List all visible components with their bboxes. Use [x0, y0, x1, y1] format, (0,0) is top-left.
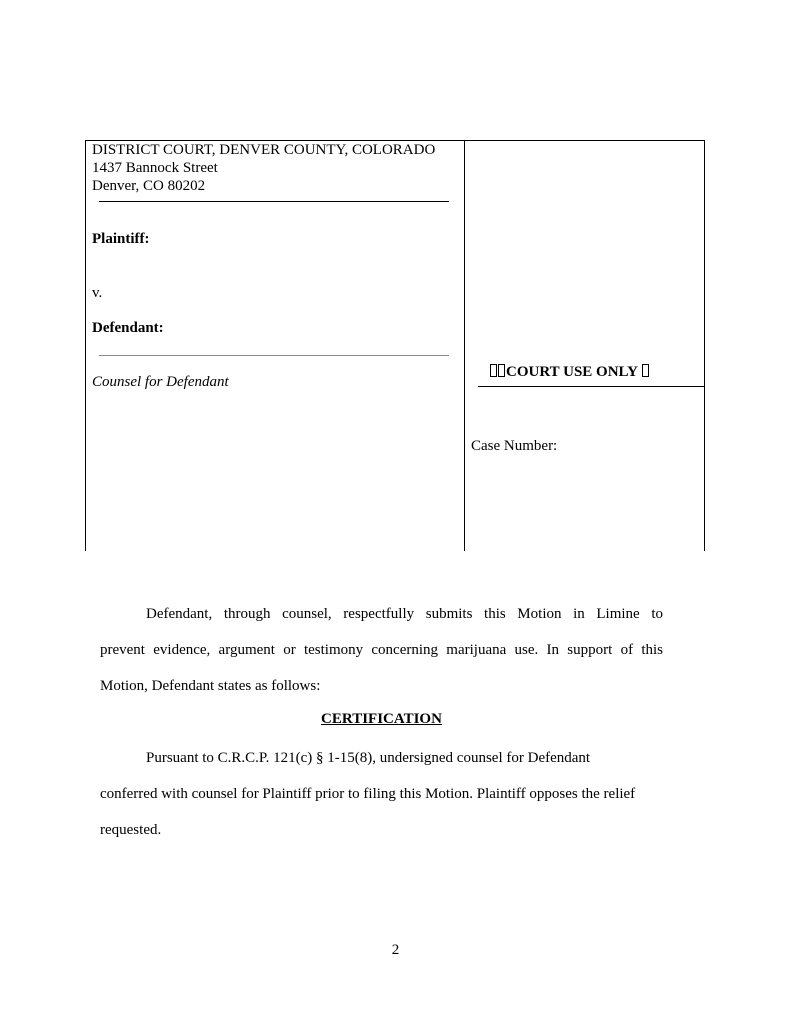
box-glyph-icon	[498, 364, 505, 377]
box-glyph-icon	[642, 364, 649, 377]
intro-line: Motion, Defendant states as follows:	[100, 678, 321, 694]
intro-line: Defendant, through counsel, respectfully submits this Motion in Limine to	[146, 606, 663, 622]
court-street: 1437 Bannock Street	[92, 160, 218, 176]
box-glyph-icon	[490, 364, 497, 377]
court-use-only-label	[490, 364, 650, 381]
certification-line: Pursuant to C.R.C.P. 121(c) § 1-15(8), undersigned counsel for Defendant	[146, 750, 591, 766]
counsel-label: Counsel for Defendant	[92, 374, 229, 390]
versus-label: v.	[92, 285, 103, 301]
court-name: DISTRICT COURT, DENVER COUNTY, COLORADO	[92, 142, 436, 158]
certification-line: conferred with counsel for Plaintiff prior to filing this Motion. Plaintiff opposes the relief	[100, 786, 636, 802]
certification-paragraph	[100, 740, 660, 848]
certification-heading: CERTIFICATION	[321, 711, 442, 727]
caption-box-divider	[464, 140, 465, 551]
caption-box-right-border	[704, 140, 705, 551]
page-number: 2	[391, 942, 400, 958]
court-use-rule	[478, 386, 705, 387]
defendant-label: Defendant:	[92, 320, 164, 336]
case-number-label: Case Number:	[471, 438, 558, 454]
caption-box-left-border	[85, 140, 86, 551]
intro-line: prevent evidence, argument or testimony concerning marijuana use. In support of this	[100, 642, 663, 658]
court-city: Denver, CO 80202	[92, 178, 206, 194]
court-use-only-text: COURT USE ONLY	[506, 364, 639, 380]
certification-line: requested.	[100, 822, 162, 838]
parties-rule	[99, 355, 449, 356]
intro-paragraph	[100, 596, 663, 704]
court-info-rule	[99, 201, 449, 202]
plaintiff-label: Plaintiff:	[92, 231, 150, 247]
